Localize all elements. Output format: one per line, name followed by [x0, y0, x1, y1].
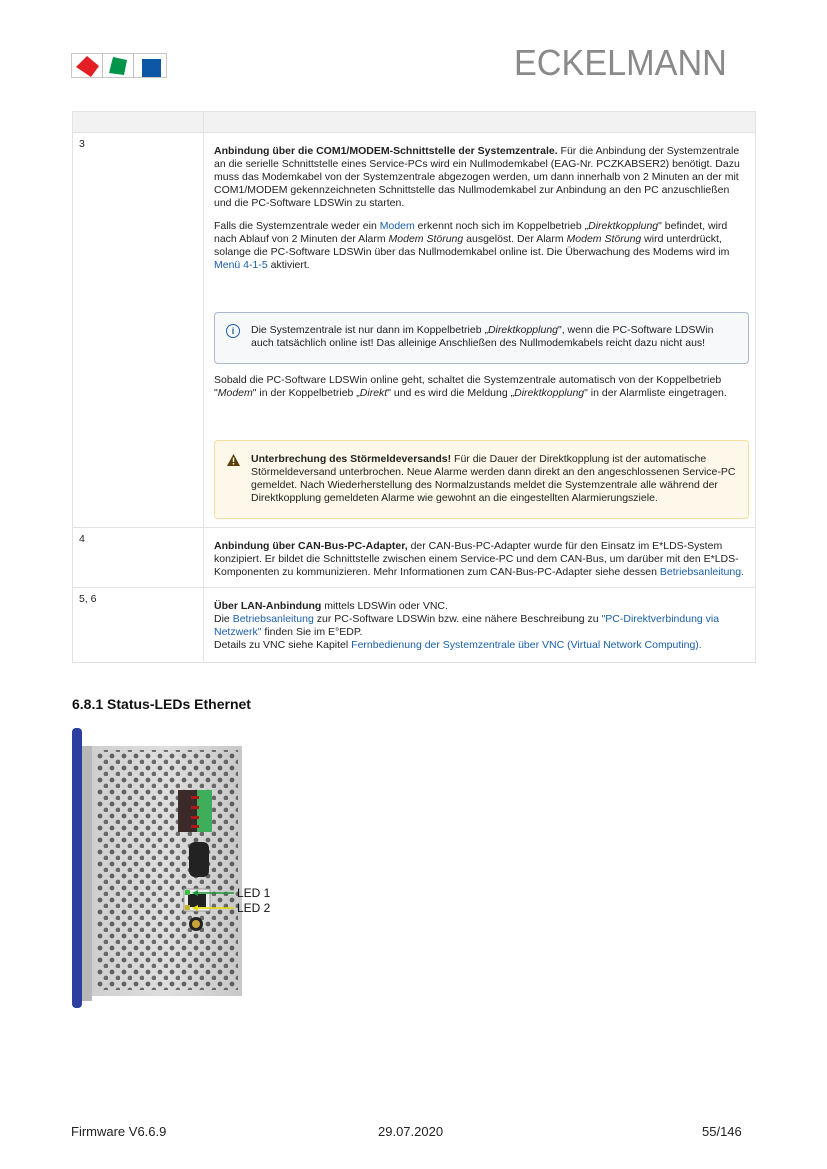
header-cell [73, 112, 204, 133]
text: " in der Alarmliste eingetragen. [584, 387, 727, 399]
row-content [204, 133, 756, 528]
row-content [204, 588, 756, 663]
modem-link[interactable]: Modem [379, 220, 415, 232]
row-id: 4 [73, 528, 204, 588]
paragraph [214, 374, 749, 400]
footer-firmware: Firmware V6.6.9 [71, 1124, 167, 1139]
led2-label: LED 2 [237, 901, 271, 915]
text: wird unterdrückt, solange die PC-Software LDSWin über das Nullmodemkabel online ist. Die Überwachung des Modems wird im [214, 233, 730, 258]
led-2 [185, 905, 190, 910]
led-1 [185, 890, 190, 895]
text: Modem [217, 387, 253, 399]
betriebsanleitung-link[interactable]: Betriebsanleitung [232, 613, 314, 625]
warning-note [214, 440, 749, 519]
led1-label: LED 1 [237, 886, 271, 900]
text: Direktkopplung [514, 387, 585, 399]
connection-table [72, 111, 756, 663]
text: ", wenn die PC-Software LDSWin auch tatsächlich online ist! Das alleinige Anschließen des Nullmodemkabels reicht dazu nicht aus! [251, 324, 714, 349]
row-id: 3 [73, 133, 204, 528]
text: " und es wird die Meldung „ [387, 387, 515, 399]
section-title: 6.8.1 Status-LEDs Ethernet [72, 696, 251, 712]
text: ausgelöst. Der Alarm [463, 233, 567, 245]
row-id: 5, 6 [73, 588, 204, 663]
info-note [214, 312, 749, 364]
menu-link[interactable]: Menü 4-1-5 [214, 259, 268, 271]
vnc-link[interactable]: Fernbedienung der Systemzentrale über VNC (Virtual Network Computing). [351, 639, 702, 651]
text: Direktkopplung [487, 324, 558, 336]
text: Sobald die PC-Software LDSWin online geht, schaltet die Systemzentrale automatisch von der Koppelbetrieb " [214, 374, 722, 399]
text: " befindet, wird nach Ablauf von 2 Minuten der Alarm [214, 220, 728, 245]
text: Die Systemzentrale ist nur dann im Koppelbetrieb „ [251, 324, 488, 336]
text: erkennt noch sich im Koppelbetrieb „ [414, 220, 589, 232]
table-header-row [73, 112, 756, 133]
text: Direktkopplung [588, 220, 659, 232]
info-icon: i [226, 324, 240, 338]
front-panel [72, 728, 82, 1008]
table-row [73, 528, 756, 588]
betriebsanleitung-link[interactable]: Betriebsanleitung. [659, 566, 744, 578]
footer-page: 55/146 [702, 1124, 742, 1139]
eckelmann-logo [71, 53, 167, 78]
text: Für die Dauer der Direktkopplung ist der automatische Störmeldeversand unterbrochen. Neue Alarme werden dann direkt an den angeschlossenen Service-PC gemeldet. Nach Wiederherstellung des Normalzustands meldet die Systemzentrale alle während der Direktkopplung gemeldeten Alarme wie gewohnt an die eingestellten Alarmierungsziele. [251, 453, 736, 504]
text: der CAN-Bus-PC-Adapter wurde für den Einsatz im E*LDS-System konzipiert. Er bildet die Schnittstelle zwischen einem Service-PC und dem CAN-Bus, um darüber mit den E*LDS-Komponenten zu kommunizieren. Mehr Informationen zum CAN-Bus-PC-Adapter siehe dessen [214, 540, 739, 578]
text: Details zu VNC siehe Kapitel [214, 639, 352, 651]
row-content [204, 528, 756, 588]
text: Modem Störung [388, 233, 464, 245]
text: Falls die Systemzentrale weder ein [214, 220, 380, 232]
header-cell [204, 112, 756, 133]
warning-icon [227, 454, 240, 466]
paragraph [214, 145, 749, 210]
pc-direktverbindung-link[interactable]: "PC-Direktverbindung via Netzwerk" [214, 613, 720, 638]
row-heading: Anbindung über CAN-Bus-PC-Adapter, [214, 540, 408, 552]
logo-blue-square [142, 59, 161, 77]
table-row [73, 133, 756, 528]
text: zur PC-Software LDSWin bzw. eine nähere Beschreibung zu [313, 613, 602, 625]
brand-name: ECKELMANN [514, 42, 727, 83]
text: Die [214, 613, 233, 625]
text: aktiviert. [267, 259, 310, 271]
serial-port [189, 842, 209, 877]
row-heading: Über LAN-Anbindung [214, 600, 322, 612]
text: " in der Koppelbetrieb „ [252, 387, 360, 399]
row-heading: Anbindung über die COM1/MODEM-Schnittstelle der Systemzentrale. [214, 145, 558, 157]
paragraph [214, 220, 749, 272]
device-image [72, 728, 302, 1013]
text: Modem Störung [566, 233, 642, 245]
text: finden Sie im E°EDP. [261, 626, 363, 638]
warning-title: Unterbrechung des Störmeldeversands! [251, 453, 452, 465]
footer-date: 29.07.2020 [378, 1124, 444, 1139]
table-row [73, 588, 756, 663]
text: mittels LDSWin oder VNC. [321, 600, 448, 612]
text: Direkt [359, 387, 388, 399]
text: Für die Anbindung der Systemzentrale an die serielle Schnittstelle eines Service-PCs wird ein Nullmodemkabel (EAG-Nr. PCZKABSER2) benötigt. Dazu muss das Modemkabel von der Systemzentrale abgezogen werden, um dann innerhalb von 2 Minuten an der mit COM1/MODEM gekennzeichneten Schnittstelle das Nullmodemkabel zur Anbindung an den PC anzuschließen und die PC-Software LDSWin zu starten. [214, 145, 740, 209]
